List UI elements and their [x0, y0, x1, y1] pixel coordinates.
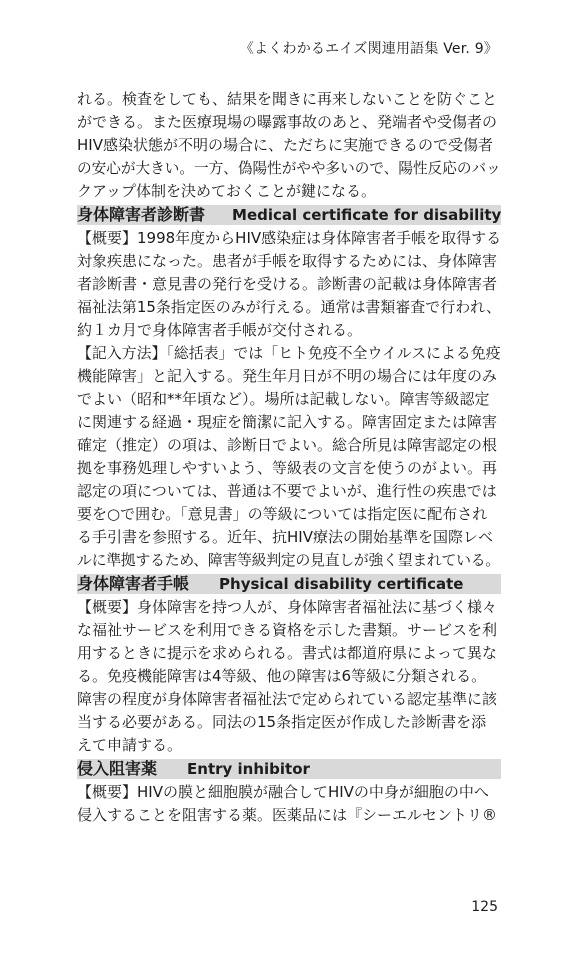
- text-line: 用するときに提示を求められる。書式は都道府県によって異な: [77, 644, 498, 662]
- text-line: 障害の程度が身体障害者福祉法で定められている認定基準に該: [77, 690, 498, 708]
- term-english: Medical certificate for disability: [232, 206, 502, 224]
- term-english: Entry inhibitor: [187, 760, 310, 778]
- text-line: る手引書を参照する。近年、抗HIV療法の開始基準を国際レベ: [77, 528, 493, 546]
- term-heading: [77, 205, 501, 225]
- text-line: 当する必要がある。同法の15条指定医が作成した診断書を添: [77, 713, 487, 731]
- text-line: でよい（昭和**年頃など）。場所は記載しない。障害等級認定: [77, 390, 490, 408]
- text-line: ができる。また医療現場の曝露事故のあと、発端者や受傷者の: [77, 113, 498, 131]
- text-line: な福祉サービスを利用できる資格を示した書類。サービスを利: [77, 621, 498, 639]
- term-japanese: 身体障害者診断書: [77, 205, 206, 224]
- term-japanese: 侵入阻害薬: [77, 759, 158, 778]
- text-line: る。免疫機能障害は4等級、他の障害は6等級に分類される。: [77, 667, 487, 685]
- text-line: 【概要】1998年度からHIV感染症は身体障害者手帳を取得する: [77, 229, 502, 247]
- term-japanese: 身体障害者手帳: [77, 574, 190, 593]
- glossary-entry: [77, 574, 501, 757]
- text-line: に関連する経過・現症を簡潔に記入する。障害固定または障害: [77, 413, 498, 431]
- text-line: HIV感染状態が不明の場合に、ただちに実施できるので受傷者: [77, 136, 493, 154]
- glossary-entry: [77, 759, 501, 827]
- term-english: Physical disability certificate: [219, 575, 464, 593]
- text-line: 【概要】HIVの膜と細胞膜が融合してHIVの中身が細胞の中へ: [77, 783, 489, 801]
- text-line: 侵入することを阻害する薬。医薬品には『シーエルセントリ®: [77, 806, 498, 824]
- term-heading: [77, 574, 501, 594]
- page-body: [77, 88, 501, 827]
- text-line: クアップ体制を決めておくことが鍵になる。: [77, 182, 376, 200]
- text-line: えて申請する。: [77, 736, 183, 754]
- text-line: れる。検査をしても、結果を聞きに再来しないことを防ぐこと: [77, 90, 498, 108]
- text-line: の安心が大きい。一方、偽陽性がやや多いので、陽性反応のバッ: [77, 159, 501, 177]
- page-number: 125: [471, 899, 498, 915]
- text-line: 確定（推定）の項は、診断日でよい。総合所見は障害認定の根: [77, 436, 498, 454]
- text-line: 【概要】身体障害を持つ人が、身体障害者福祉法に基づく様々: [77, 598, 498, 616]
- text-line: ルに準拠するため、障害等級判定の見直しが強く望まれている。: [77, 551, 500, 569]
- text-line: 要を○で囲む。「意見書」の等級については指定医に配布され: [77, 505, 488, 523]
- text-line: 機能障害」と記入する。発生年月日が不明の場合には年度のみ: [77, 367, 498, 385]
- text-line: 拠を事務処理しやすいよう、等級表の文言を使うのがよい。再: [77, 459, 498, 477]
- text-line: 認定の項については、普通は不要でよいが、進行性の疾患では: [77, 482, 497, 500]
- continuation-paragraph: [77, 88, 501, 203]
- running-header: 《よくわかるエイズ関連用語集 Ver. 9》: [239, 41, 498, 57]
- glossary-entry: [77, 205, 501, 572]
- term-heading: [77, 759, 501, 779]
- text-line: 福祉法第15条指定医のみが行える。通常は書類審査で行われ、: [77, 298, 501, 316]
- text-line: 約１カ月で身体障害者手帳が交付される。: [77, 321, 363, 339]
- text-line: 【記入方法】「総括表」では「ヒト免疫不全ウイルスによる免疫: [77, 344, 501, 362]
- text-line: 者診断書・意見書の発行を受ける。診断書の記載は身体障害者: [77, 275, 498, 293]
- text-line: 対象疾患になった。患者が手帳を取得するためには、身体障害: [77, 252, 498, 270]
